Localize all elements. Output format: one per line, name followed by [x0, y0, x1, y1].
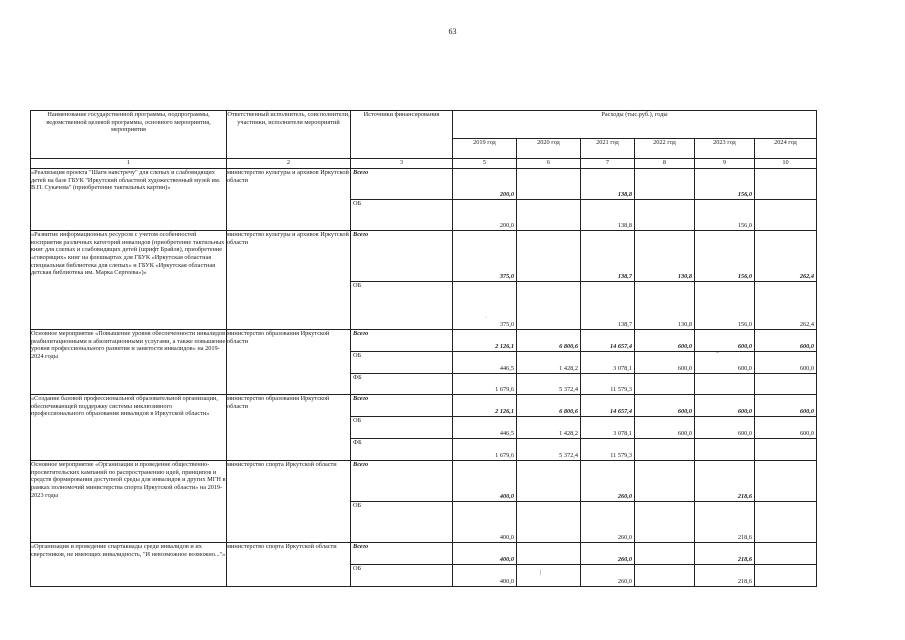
expense-value: 6 800,6 [559, 408, 578, 416]
value-cell [755, 330, 817, 395]
value-cell [695, 169, 755, 231]
expense-value: 138,8 [617, 222, 632, 230]
expense-value: 446,5 [499, 365, 514, 373]
expense-value: 262,4 [799, 321, 815, 329]
expense-value: 446,5 [499, 430, 514, 438]
header-year: 2023 год [695, 139, 755, 159]
table-row [31, 395, 817, 461]
source-label: ОБ [353, 417, 362, 424]
row-executor: министерство образования Иркутской области [227, 330, 351, 395]
table-row [31, 169, 817, 231]
value-cell [695, 395, 755, 461]
row-name: «Реализация проекта "Шаги навстречу" для слепых и слабовидящих детей на базе ГБУК "Иркутский областной художественный музей им. В.П. Сукачева" (приобретение тактильных картин)» [31, 169, 227, 231]
value-cell [581, 330, 635, 395]
value-cell [635, 169, 695, 231]
expense-value: 11 579,3 [610, 386, 632, 394]
expense-value: 600,0 [677, 343, 692, 351]
value-cell [635, 461, 695, 543]
table-row [31, 543, 817, 587]
value-cell [581, 231, 635, 330]
value-cell [581, 395, 635, 461]
header-name: Наименование государственной программы, подпрограммы, ведомственной целевой программы, основного мероприятия, мероприятия [31, 111, 227, 159]
source-cell [351, 231, 453, 330]
expense-value: 200,0 [499, 191, 514, 199]
value-cell [517, 543, 581, 587]
value-cell [517, 169, 581, 231]
value-cell [453, 395, 517, 461]
source-cell [351, 395, 453, 461]
header-year: 2022 год [635, 139, 695, 159]
value-cell [755, 395, 817, 461]
value-cell [453, 461, 517, 543]
expense-value: 600,0 [737, 365, 752, 373]
expense-value: 156,0 [737, 222, 752, 230]
column-number: 3 [351, 159, 453, 169]
row-executor: министерство образования Иркутской области [227, 395, 351, 461]
value-cell [695, 543, 755, 587]
header-year: 2019 год [453, 139, 517, 159]
source-label: ФБ [353, 374, 362, 381]
header-executor: Ответственный исполнитель, соисполнители, участники, исполнители мероприятий [227, 111, 351, 159]
column-number: 7 [581, 159, 635, 169]
expense-value: 600,0 [677, 430, 692, 438]
expense-value: 375,0 [499, 273, 514, 281]
row-executor: министерство культуры и архивов Иркутской области [227, 169, 351, 231]
header-year: 2021 год [581, 139, 635, 159]
expense-value: 5 372,4 [559, 386, 578, 394]
source-label: Всего [353, 543, 369, 550]
expense-value: 600,0 [677, 365, 692, 373]
row-name: Основное мероприятие «Повышение уровня обеспеченности инвалидов реабилитационными и абилитационными услугами, а также повышение уровня профессионального развития и занятости инвалидов» на 2019-2024 годы [31, 330, 227, 395]
value-cell [517, 231, 581, 330]
expenses-table [30, 110, 817, 587]
table-row [31, 330, 817, 395]
source-cell [351, 461, 453, 543]
column-number: 9 [695, 159, 755, 169]
expense-value: 130,8 [677, 321, 692, 329]
column-number: 8 [635, 159, 695, 169]
source-label: ОБ [353, 200, 362, 207]
expense-value: 218,6 [737, 578, 752, 586]
expense-value: 1 428,2 [559, 365, 578, 373]
row-name: Основное мероприятие «Организация и проведение общественно-просветительских кампаний по распространению идей, принципов и средств формирования доступной среды для инвалидов и других МГН в рамках полномочий министерства спорта Иркутской области» на 2019-2023 годы [31, 461, 227, 543]
value-cell [517, 330, 581, 395]
column-number: 10 [755, 159, 817, 169]
row-executor: министерство культуры и архивов Иркутской области [227, 231, 351, 330]
expense-value: 1 679,6 [495, 452, 514, 460]
row-name: «Организация и проведение спартакиады среди инвалидов и их сверстников, не имеющих инвалидность, "И невозможное возможно..."» [31, 543, 227, 587]
source-cell [351, 330, 453, 395]
value-cell [695, 461, 755, 543]
expense-value: 1 428,2 [559, 430, 578, 438]
scan-mark: – [716, 350, 719, 356]
value-cell [755, 461, 817, 543]
expense-value: 600,0 [799, 408, 815, 416]
row-executor: министерство спорта Иркутской области [227, 461, 351, 543]
page-number: 63 [448, 27, 457, 36]
expense-value: 600,0 [737, 343, 752, 351]
expense-value: 6 800,6 [559, 343, 578, 351]
expense-value: 5 372,4 [559, 452, 578, 460]
value-cell [581, 169, 635, 231]
value-cell [453, 543, 517, 587]
expense-value: 260,0 [617, 493, 632, 501]
value-cell [755, 231, 817, 330]
expense-value: 262,4 [799, 273, 815, 281]
table-row [31, 231, 817, 330]
expense-value: 14 657,4 [609, 408, 632, 416]
row-executor: министерство спорта Иркутской области [227, 543, 351, 587]
table-row [31, 461, 817, 543]
value-cell [695, 231, 755, 330]
expense-value: 600,0 [737, 430, 752, 438]
header-sources: Источники финансирования [351, 111, 453, 159]
expense-value: 600,0 [737, 408, 752, 416]
source-label: Всего [353, 169, 369, 176]
value-cell [635, 543, 695, 587]
header-expenses: Расходы (тыс.руб.), годы [453, 111, 817, 139]
expense-value: 11 579,3 [610, 452, 632, 460]
expense-value: 200,0 [499, 222, 514, 230]
source-label: Всего [353, 395, 369, 402]
value-cell [755, 543, 817, 587]
expense-value: 400,0 [499, 556, 514, 564]
expense-value: 3 078,1 [613, 430, 632, 438]
expense-value: 138,7 [617, 273, 632, 281]
column-number: 2 [227, 159, 351, 169]
value-cell [581, 461, 635, 543]
expense-value: 600,0 [799, 365, 815, 373]
expense-value: 2 126,1 [495, 408, 514, 416]
column-number: 5 [453, 159, 517, 169]
expense-value: 138,7 [617, 321, 632, 329]
expense-value: 138,8 [617, 191, 632, 199]
source-label: ОБ [353, 352, 362, 359]
header-year: 2020 год [517, 139, 581, 159]
expense-value: 218,6 [737, 534, 752, 542]
expense-value: 156,0 [737, 191, 752, 199]
expense-value: 375,0 [499, 321, 514, 329]
expense-value: 600,0 [799, 430, 815, 438]
value-cell [517, 461, 581, 543]
source-label: Всего [353, 461, 369, 468]
source-label: ОБ [353, 282, 362, 289]
expense-value: 2 126,1 [495, 343, 514, 351]
column-number: 6 [517, 159, 581, 169]
expense-value: 600,0 [799, 343, 815, 351]
value-cell [581, 543, 635, 587]
value-cell [453, 169, 517, 231]
value-cell [517, 395, 581, 461]
expense-value: 1 679,6 [495, 386, 514, 394]
header-year: 2024 год [755, 139, 817, 159]
expense-value: 600,0 [677, 408, 692, 416]
expense-value: 3 078,1 [613, 365, 632, 373]
expense-value: 260,0 [617, 534, 632, 542]
source-cell [351, 543, 453, 587]
value-cell [755, 169, 817, 231]
source-label: Всего [353, 330, 369, 337]
scan-mark: | [540, 570, 542, 576]
expense-value: 156,0 [737, 273, 752, 281]
expense-value: 400,0 [499, 534, 514, 542]
expense-value: 14 657,4 [609, 343, 632, 351]
source-label: ОБ [353, 565, 362, 572]
expense-value: 400,0 [499, 578, 514, 586]
expense-value: 130,8 [677, 273, 692, 281]
value-cell [635, 395, 695, 461]
source-cell [351, 169, 453, 231]
source-label: ФБ [353, 439, 362, 446]
column-number: 1 [31, 159, 227, 169]
value-cell [453, 330, 517, 395]
expense-value: 218,6 [737, 493, 752, 501]
value-cell [695, 330, 755, 395]
expense-value: 260,0 [617, 556, 632, 564]
value-cell [635, 330, 695, 395]
expense-value: 260,0 [617, 578, 632, 586]
expense-value: 400,0 [499, 493, 514, 501]
value-cell [635, 231, 695, 330]
row-name: «Развитие информационных ресурсов с учетом особенностей восприятия различных категорий инвалидов (приобретение тактильных книг для слепых и слабовидящих детей (шрифт Брайля), приобретение «говорящих» книг на флешкартах для ГБУК «Иркутская областная специальная библиотека для слепых» и ГБУК «Иркутская областная детская библиотека им. Марка Сергеева»)» [31, 231, 227, 330]
row-name: «Создание базовой профессиональной образовательной организации, обеспечивающей поддержку системы инклюзивного профессионального образования инвалидов в Иркутской области» [31, 395, 227, 461]
scan-mark: · [485, 315, 487, 321]
source-label: Всего [353, 231, 369, 238]
source-label: ОБ [353, 502, 362, 509]
expense-value: 218,6 [737, 556, 752, 564]
expense-value: 156,0 [737, 321, 752, 329]
